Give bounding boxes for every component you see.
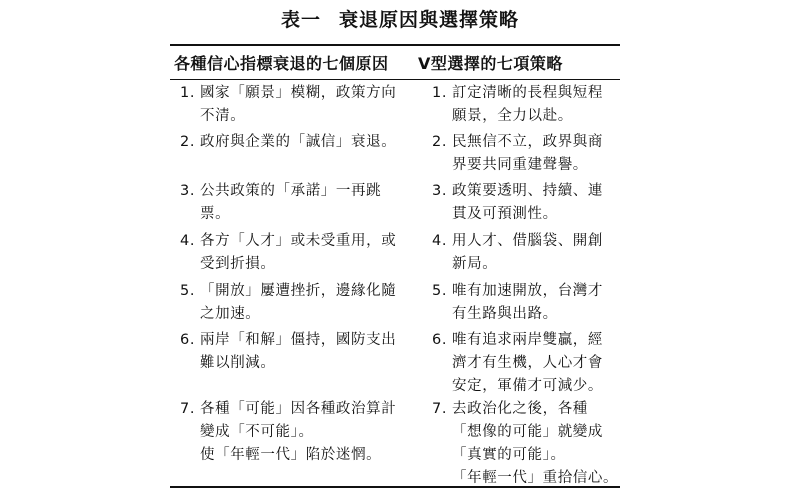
cause-item-2: 2. 政府與企業的「誠信」衰退。	[180, 131, 406, 154]
strategy-item-1: 1. 訂定清晰的長程與短程 願景，全力以赴。	[432, 82, 620, 128]
item-number: 6.	[180, 332, 196, 348]
item-number: 5.	[432, 283, 448, 299]
cause-item-5: 5. 「開放」屢遭挫折，邊緣化隨 之加速。	[180, 280, 406, 326]
item-number: 6.	[432, 332, 448, 348]
cause-item-4: 4. 各方「人才」或未受重用，或 受到折損。	[180, 230, 406, 276]
item-number: 3.	[432, 183, 448, 199]
item-number: 7.	[432, 401, 448, 417]
item-number: 4.	[432, 233, 448, 249]
header-causes: 各種信心指標衰退的七個原因	[174, 54, 389, 73]
strategy-item-5: 5. 唯有加速開放，台灣才 有生路與出路。	[432, 280, 620, 326]
cause-item-6: 6. 兩岸「和解」僵持，國防支出 難以削減。	[180, 329, 406, 375]
item-number: 7.	[180, 401, 196, 417]
item-number: 2.	[180, 134, 196, 150]
item-number: 3.	[180, 183, 196, 199]
bottom-rule	[170, 486, 620, 488]
header-strategies: V型選擇的七項策略	[418, 54, 563, 73]
table-label: 表一	[280, 9, 321, 31]
strategy-item-2: 2. 民無信不立，政界與商 界要共同重建聲譽。	[432, 131, 620, 177]
top-rule	[170, 44, 620, 46]
strategy-item-7: 7. 去政治化之後，各種 「想像的可能」就變成 「真實的可能」。 「年輕一代」重拾信心。	[432, 398, 620, 490]
cause-item-1: 1. 國家「願景」模糊，政策方向 不清。	[180, 82, 406, 128]
comparison-table	[170, 44, 620, 490]
table-title	[0, 5, 800, 32]
item-number: 4.	[180, 233, 196, 249]
table-title-text: 衰退原因與選擇策略	[339, 9, 520, 31]
header-rule	[170, 79, 620, 80]
cause-item-7: 7. 各種「可能」因各種政治算計 變成「不可能」。 使「年輕一代」陷於迷惘。	[180, 398, 406, 467]
item-number: 5.	[180, 283, 196, 299]
strategy-item-4: 4. 用人才、借腦袋、開創 新局。	[432, 230, 620, 276]
cause-item-3: 3. 公共政策的「承諾」一再跳 票。	[180, 180, 406, 226]
item-number: 1.	[180, 85, 196, 101]
strategy-item-3: 3. 政策要透明、持續、連 貫及可預測性。	[432, 180, 620, 226]
item-number: 2.	[432, 134, 448, 150]
strategy-item-6: 6. 唯有追求兩岸雙贏，經 濟才有生機，人心才會 安定，軍備才可減少。	[432, 329, 620, 398]
item-number: 1.	[432, 85, 448, 101]
